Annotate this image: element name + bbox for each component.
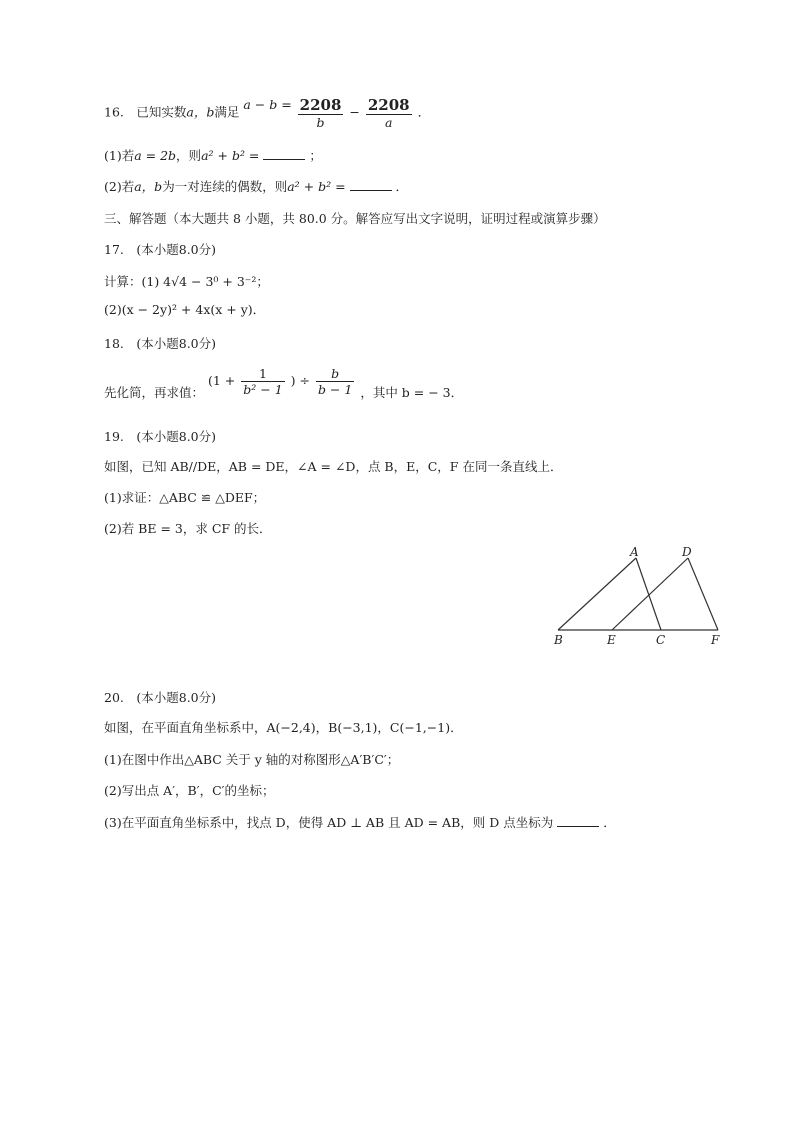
- q16-p2-answer-blank[interactable]: [350, 178, 392, 191]
- q18-f2-num: b: [316, 366, 354, 382]
- q17-line2: (2)(x − 2y)² + 4x(x + y)．: [104, 302, 266, 317]
- q18-close-div: ) ÷: [290, 373, 310, 388]
- q19-triangle-figure: [548, 540, 738, 650]
- q18-suffix: ，其中 b = − 3．: [360, 385, 464, 400]
- q18-fraction-1: [241, 366, 284, 397]
- label-D: D: [682, 545, 692, 559]
- q18-f1-num: 1: [241, 366, 284, 382]
- q16-p2-pre: (2)若: [104, 179, 135, 194]
- q16-p1-answer-blank[interactable]: [263, 147, 305, 160]
- label-F: F: [711, 633, 720, 647]
- q16-vars: a，b: [186, 104, 215, 120]
- q19-line1: 如图，已知 AB//DE，AB = DE，∠A = ∠D，点 B，E，C，F 在同一条直线上．: [104, 459, 563, 474]
- q18-f2-den: b − 1: [317, 382, 353, 397]
- q18-f1-den: b² − 1: [243, 382, 283, 397]
- q20-line2: (1)在图中作出△ABC 关于 y 轴的对称图形△A′B′C′；: [104, 752, 400, 767]
- q20-line4-end: ．: [603, 815, 616, 830]
- q16-f1-den: b: [316, 115, 325, 130]
- q16-eq-lhs: a − b =: [243, 96, 292, 112]
- q16-cond-text: 满足: [214, 104, 240, 120]
- q16-p1-mid: ，则: [176, 148, 202, 163]
- label-B: B: [554, 633, 563, 647]
- q16-p2-vars: a，b: [134, 179, 163, 194]
- q16-label: 16. 已知实数: [104, 104, 187, 120]
- label-E: E: [607, 633, 616, 647]
- q16-p1-pre: (1)若: [104, 148, 135, 163]
- q16-p1-cond: a = 2b: [134, 148, 177, 163]
- q20-line4-text: (3)在平面直角坐标系中，找点 D，使得 AD ⊥ AB 且 AD = AB，则 D 点坐标为: [104, 815, 554, 830]
- q16-p2-mid: 为一对连续的偶数，则: [162, 179, 288, 194]
- q16-p2-end: ．: [395, 179, 409, 194]
- q16-fraction-1: [298, 96, 344, 130]
- q20-line1: 如图，在平面直角坐标系中，A(−2,4)，B(−3,1)，C(−1,−1)．: [104, 720, 463, 735]
- label-A: A: [630, 545, 639, 559]
- q16-statement: [104, 96, 430, 130]
- q18-fraction-2: [316, 366, 354, 397]
- q16-fraction-2: [366, 96, 412, 130]
- q18-expression: [104, 366, 464, 400]
- q16-part1: [104, 146, 322, 164]
- q18-header: 18. (本小题8.0分): [104, 336, 217, 351]
- label-C: C: [656, 633, 666, 647]
- q16-minus: −: [349, 104, 360, 120]
- q19-header: 19. (本小题8.0分): [104, 429, 217, 444]
- q16-p1-expr: a² + b² =: [201, 148, 260, 163]
- q19-line2: (1)求证：△ABC ≌ △DEF；: [104, 490, 266, 505]
- q20-line3: (2)写出点 A′，B′，C′的坐标；: [104, 783, 275, 798]
- q19-line3: (2)若 BE = 3，求 CF 的长．: [104, 521, 272, 536]
- q20-answer-blank[interactable]: [557, 814, 599, 827]
- q16-f1-num: 2208: [299, 96, 342, 114]
- q20-line4: [104, 813, 616, 831]
- q16-f2-num: 2208: [367, 96, 410, 114]
- q16-f2-den: a: [385, 115, 393, 130]
- q16-p2-expr: a² + b² =: [287, 179, 346, 194]
- q18-open: (1 +: [208, 373, 236, 388]
- q16-end: ．: [417, 104, 431, 120]
- q17-line1: 计算：(1) 4√4 − 3⁰ + 3⁻²；: [104, 274, 269, 289]
- q16-part2: [104, 177, 408, 195]
- q16-p1-end: ；: [309, 148, 322, 163]
- q18-prefix: 先化简，再求值：: [104, 385, 205, 400]
- q17-header: 17. (本小题8.0分): [104, 242, 217, 257]
- q20-header: 20. (本小题8.0分): [104, 690, 217, 705]
- section-3-heading: 三、解答题（本大题共 8 小题，共 80.0 分。解答应写出文字说明，证明过程或演算步骤）: [104, 211, 606, 226]
